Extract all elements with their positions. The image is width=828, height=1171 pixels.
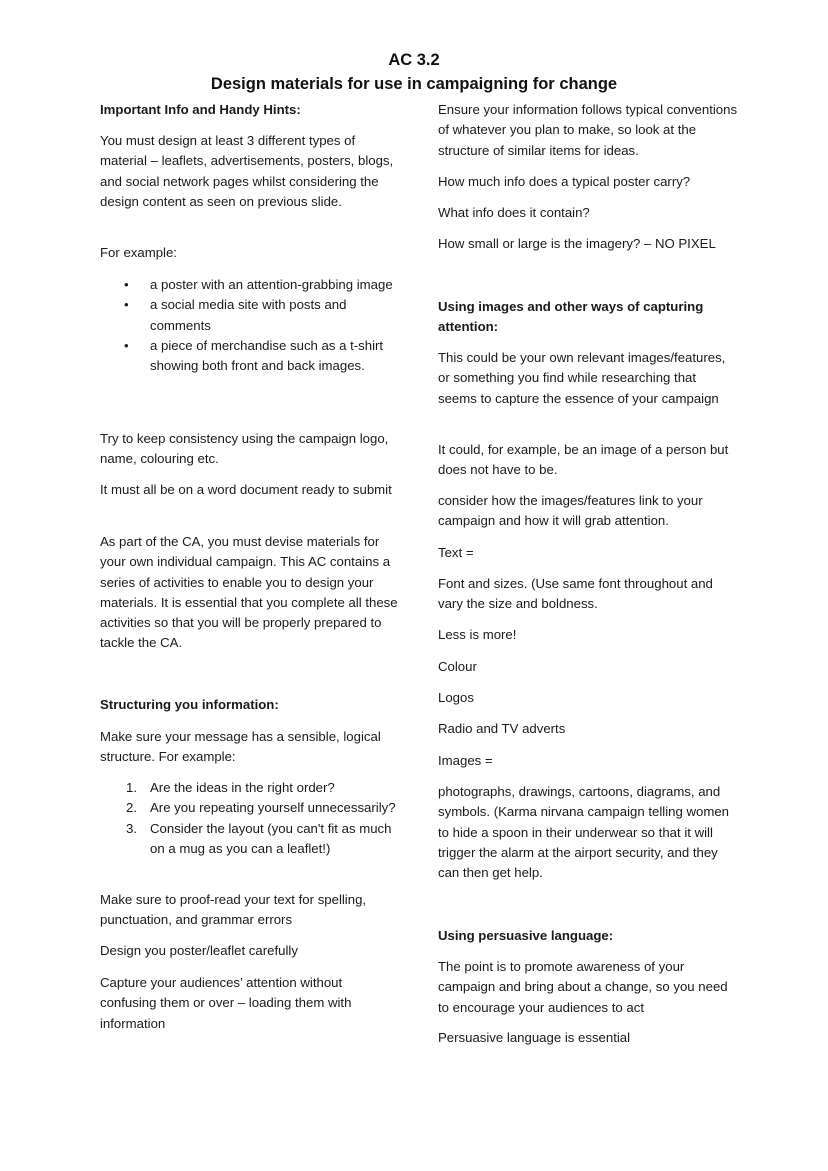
paragraph: Try to keep consistency using the campaign logo, name, colouring etc. [100,431,389,467]
paragraph: How small or large is the imagery? – NO PIXEL [438,236,716,251]
paragraph: Capture your audiences’ attention without confusing them or over – loading them with information [100,975,352,1031]
paragraph: It must all be on a word document ready to submit [100,482,392,497]
paragraph: Make sure your message has a sensible, logical structure. For example: [100,729,381,765]
paragraph: Logos [438,690,474,705]
paragraph: What info does it contain? [438,205,590,220]
paragraph: As part of the CA, you must devise materials for your own individual campaign. This AC contains a series of activities to enable you to design your materials. It is essential that you complete all these activities so that you will be properly prepared to tackle the CA. [100,534,398,651]
list-item: • a poster with an attention-grabbing image [100,275,400,295]
paragraph: For example: [100,245,177,260]
example-bullet-list [100,275,400,376]
paragraph: consider how the images/features link to your campaign and how it will grab attention. [438,493,703,529]
list-item: • a social media site with posts and comments [124,297,347,333]
list-item: 2. Are you repeating yourself unnecessarily? [126,800,396,816]
paragraph: Ensure your information follows typical conventions of whatever you plan to make, so look at the structure of similar items for ideas. [438,102,738,158]
paragraph: Text = [438,545,474,560]
structure-numbered-list [100,778,400,859]
paragraph: Font and sizes. (Use same font throughout and vary the size and boldness. [438,576,713,612]
paragraph: The point is to promote awareness of your campaign and bring about a change, so you need to encourage your audiences to act [438,959,728,1015]
paragraph: Less is more! [438,627,517,642]
paragraph: Make sure to proof-read your text for spelling, punctuation, and grammar errors [100,892,367,928]
paragraph: This could be your own relevant images/features, or something you find while researching that seems to capture the essence of your campaign [438,350,726,406]
structuring-heading: Structuring you information: [100,697,279,712]
paragraph: photographs, drawings, cartoons, diagrams, and symbols. (Karma nirvana campaign telling women to hide a spoon in their underwear so that it will trigger the alarm at the airport security, and they can then get help. [438,784,729,881]
page-title: Design materials for use in campaigning for change [210,75,618,93]
bullet-icon: • [124,337,129,353]
persuasive-heading: Using persuasive language: [438,928,614,943]
section-code: AC 3.2 [388,51,440,69]
paragraph: Radio and TV adverts [438,721,566,736]
list-item: 3. Consider the layout (you can't fit as much on a mug as you can a leaflet!) [126,820,392,856]
paragraph: How much info does a typical poster carry? [438,174,691,189]
paragraph: You must design at least 3 different types of material – leaflets, advertisements, posters, blogs, and social network pages whilst considering the design content as seen on previous slide. [100,133,394,209]
list-item: • a piece of merchandise such as a t-shirt showing both front and back images. [124,337,384,374]
paragraph: It could, for example, be an image of a person but does not have to be. [438,442,729,478]
list-item: 1. Are the ideas in the right order? [126,780,335,795]
paragraph: Images = [438,753,493,768]
paragraph: Colour [438,659,477,674]
paragraph: Design you poster/leaflet carefully [100,943,298,958]
images-heading: Using images and other ways of capturing attention: [438,299,704,335]
bullet-icon: • [124,277,129,292]
bullet-icon: • [124,297,129,313]
hints-heading: Important Info and Handy Hints: [100,102,301,117]
paragraph: Persuasive language is essential [438,1030,631,1045]
